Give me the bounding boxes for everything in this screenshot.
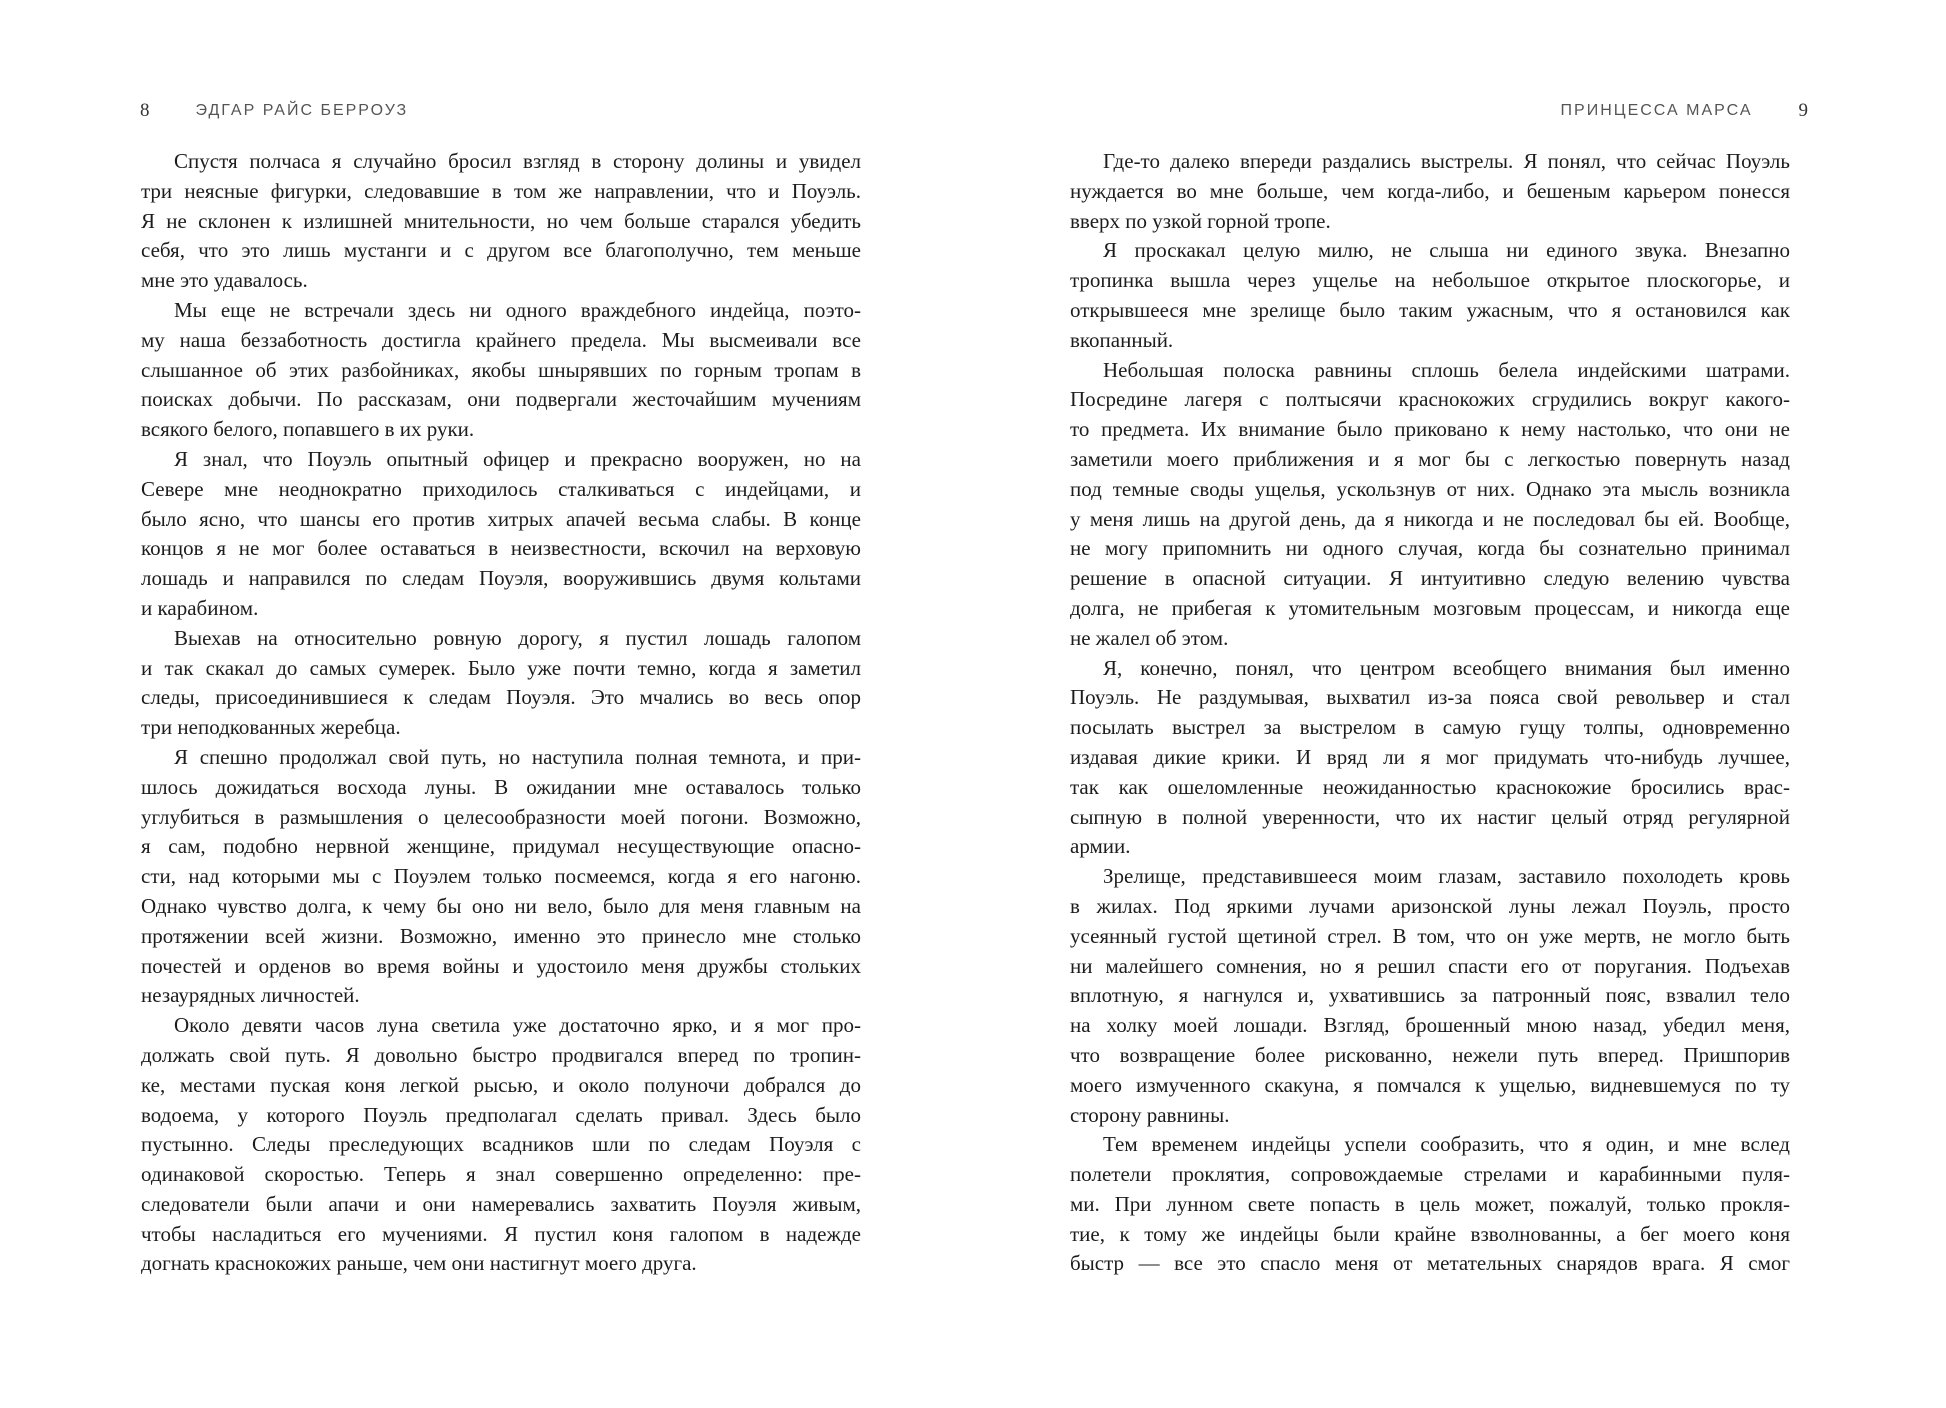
text-line: на холку моей лошади. Взгляд, брошенный мною назад, убедил меня, <box>1070 1013 1790 1038</box>
right-running-title: ПРИНЦЕССА МАРСА <box>1560 102 1753 119</box>
text-line: посылать выстрел за выстрелом в самую гущу толпы, одновременно <box>1070 715 1790 740</box>
text-line: слышанное об этих разбойниках, якобы шнырявших по горным тропам в <box>141 357 861 382</box>
text-line: ми. При лунном свете попасть в цель может, пожалуй, только прокля- <box>1070 1191 1790 1216</box>
text-line: концов я не мог более оставаться в неизвестности, вскочил на верховую <box>141 536 861 561</box>
text-line: Небольшая полоска равнины сплошь белела индейскими шатрами. <box>1103 357 1790 382</box>
text-line: открывшееся мне зрелище было таким ужасным, что я остановился как <box>1070 297 1790 322</box>
text-line: поисках добычи. По рассказам, они подвергали жесточайшим мучениям <box>141 387 861 412</box>
text-line: армии. <box>1070 834 1131 859</box>
text-line: Поуэль. Не раздумывая, выхватил из-за пояса свой револьвер и стал <box>1070 685 1790 710</box>
text-line: одинаковой скоростью. Теперь я знал совершенно определенно: пре- <box>141 1162 861 1187</box>
text-line: незаурядных личностей. <box>141 983 360 1008</box>
text-line: долга, не прибегая к утомительным мозговым процессам, и никогда еще <box>1070 595 1790 620</box>
paragraph <box>1070 356 1790 654</box>
paragraph <box>1070 236 1790 355</box>
text-line: три неясные фигурки, следовавшие в том же направлении, что и Поуэль. <box>141 178 861 203</box>
text-line: Выехав на относительно ровную дорогу, я пустил лошадь галопом <box>174 625 861 650</box>
text-line: ни малейшего сомнения, но я решил спасти его от поругания. Подъехав <box>1070 953 1790 978</box>
text-line: тие, к тому же индейцы были крайне взволнованны, а бег моего коня <box>1070 1221 1790 1246</box>
paragraph <box>1070 1130 1790 1279</box>
text-line: тропинка вышла через ущелье на небольшое открытое плоскогорье, и <box>1070 268 1790 293</box>
text-line: Зрелище, представившееся моим глазам, заставило похолодеть кровь <box>1103 864 1790 889</box>
text-line: три неподкованных жеребца. <box>141 715 401 740</box>
text-line: Я знал, что Поуэль опытный офицер и прекрасно вооружен, но на <box>174 446 861 471</box>
text-line: издавая дикие крики. И вряд ли я мог придумать что-нибудь лучшее, <box>1070 744 1790 769</box>
paragraph <box>141 743 861 1011</box>
text-line: почестей и орденов во время войны и удостоило меня дружбы стольких <box>141 953 861 978</box>
paragraph <box>1070 147 1790 236</box>
text-line: должать свой путь. Я довольно быстро продвигался вперед по тропин- <box>141 1042 861 1067</box>
text-line: Я проскакал целую милю, не слыша ни единого звука. Внезапно <box>1103 238 1790 263</box>
text-line: решение в опасной ситуации. Я интуитивно следую велению чувства <box>1070 566 1790 591</box>
text-line: Мы еще не встречали здесь ни одного враждебного индейца, поэто- <box>174 297 861 322</box>
text-line: Я не склонен к излишней мнительности, но чем больше старался убедить <box>141 208 861 233</box>
paragraph <box>1070 862 1790 1130</box>
text-line: так как ошеломленные неожиданностью краснокожие бросились врас- <box>1070 774 1790 799</box>
text-line: под темные своды ущелья, ускользнув от них. Однако эта мысль возникла <box>1070 476 1790 501</box>
text-line: моего измученного скакуна, я помчался к ущелью, видневшемуся по ту <box>1070 1072 1790 1097</box>
text-line: Я спешно продолжал свой путь, но наступила полная темнота, и при- <box>174 744 861 769</box>
text-line: Где-то далеко впереди раздались выстрелы. Я понял, что сейчас Поуэль <box>1103 149 1790 173</box>
text-line: Около девяти часов луна светила уже достаточно ярко, и я мог про- <box>174 1013 861 1038</box>
text-line: ке, местами пуская коня легкой рысью, и около полуночи добрался до <box>141 1072 861 1097</box>
text-line: следователи были апачи и они намеревались захватить Поуэля живым, <box>141 1191 861 1216</box>
text-line: было ясно, что шансы его против хитрых апачей весьма слабы. В конце <box>141 506 861 531</box>
paragraph <box>141 147 861 296</box>
paragraph <box>1070 654 1790 863</box>
right-page <box>973 0 1946 1408</box>
text-line: сторону равнины. <box>1070 1102 1230 1127</box>
right-running-header <box>1070 97 1808 125</box>
text-line: протяжении всей жизни. Возможно, именно это принесло мне столько <box>141 923 861 948</box>
text-line: му наша беззаботность достигла крайнего предела. Мы высмеивали все <box>141 327 861 352</box>
paragraph <box>141 1011 861 1279</box>
text-line: пустынно. Следы преследующих всадников шли по следам Поуэля с <box>141 1132 861 1157</box>
text-line: сыпную в полной уверенности, что их настиг целый отряд регулярной <box>1070 804 1790 829</box>
text-line: Севере мне неоднократно приходилось сталкиваться с индейцами, и <box>141 476 861 501</box>
text-line: вкопанный. <box>1070 327 1174 352</box>
text-line: Однако чувство долга, к чему бы оно ни вело, было для меня главным на <box>141 893 861 918</box>
text-line: заметили моего приближения и я мог бы с легкостью повернуть назад <box>1070 446 1790 471</box>
text-line: углубиться в размышления о целесообразности моей погони. Возможно, <box>141 804 861 829</box>
text-line: Спустя полчаса я случайно бросил взгляд в сторону долины и увидел <box>174 149 861 173</box>
text-line: шлось дожидаться восхода луны. В ожидании мне оставалось только <box>141 774 861 799</box>
text-line: Тем временем индейцы успели сообразить, что я один, и мне вслед <box>1103 1132 1790 1157</box>
paragraph <box>141 296 861 445</box>
text-line: Я, конечно, понял, что центром всеобщего внимания был именно <box>1103 655 1790 680</box>
text-line: себя, что это лишь мустанги и с другом все благополучно, тем меньше <box>141 238 861 263</box>
text-line: я сам, подобно нервной женщине, придумал несуществующие опасно- <box>141 834 861 859</box>
left-running-title: ЭДГАР РАЙС БЕРРОУЗ <box>195 102 409 119</box>
text-line: то предмета. Их внимание было приковано к нему настолько, что они не <box>1070 417 1790 442</box>
text-line: что возвращение более рискованно, нежели путь вперед. Пришпорив <box>1070 1042 1790 1067</box>
text-line: усеянный густой щетиной стрел. В том, что он уже мертв, не могло быть <box>1070 923 1790 948</box>
text-line: не могу припомнить ни одного случая, когда бы сознательно принимал <box>1070 536 1790 561</box>
text-line: Посредине лагеря с полтысячи краснокожих сгрудились вокруг какого- <box>1070 387 1790 412</box>
left-page-number: 8 <box>140 100 150 121</box>
text-line: вверх по узкой горной тропе. <box>1070 208 1331 233</box>
text-line: в жилах. Под яркими лучами аризонской луны лежал Поуэль, просто <box>1070 893 1790 918</box>
text-line: догнать краснокожих раньше, чем они настигнут моего друга. <box>141 1251 697 1276</box>
text-line: быстр — все это спасло меня от метательных снарядов врага. Я смог <box>1070 1251 1790 1276</box>
text-line: у меня лишь на другой день, да я никогда и не последовал бы ей. Вообще, <box>1070 506 1790 531</box>
left-running-header <box>140 97 860 125</box>
text-line: и так скакал до самых сумерек. Было уже почти темно, когда я заметил <box>141 655 861 680</box>
text-line: чтобы насладиться его мучениями. Я пустил коня галопом в надежде <box>141 1221 861 1246</box>
text-line: водоема, у которого Поуэль предполагал сделать привал. Здесь было <box>141 1102 861 1127</box>
text-line: сти, над которыми мы с Поуэлем только посмеемся, когда я его нагоню. <box>141 864 861 889</box>
right-page-number: 9 <box>1798 100 1808 121</box>
text-line: следы, присоединившиеся к следам Поуэля. Это мчались во весь опор <box>141 685 861 710</box>
text-line: мне это удавалось. <box>141 268 308 293</box>
left-body-text <box>141 147 861 1279</box>
text-line: вплотную, я нагнулся и, ухватившись за патронный пояс, взвалил тело <box>1070 983 1790 1008</box>
text-line: всякого белого, попавшего в их руки. <box>141 417 475 442</box>
text-line: и карабином. <box>141 595 259 620</box>
text-line: нуждается во мне больше, чем когда-либо, и бешеным карьером понесся <box>1070 178 1790 203</box>
text-line: не жалел об этом. <box>1070 625 1229 650</box>
paragraph <box>141 445 861 624</box>
paragraph <box>141 624 861 743</box>
text-line: лошадь и направился по следам Поуэля, вооружившись двумя кольтами <box>141 566 861 591</box>
right-body-text <box>1070 147 1790 1279</box>
text-line: полетели проклятия, сопровождаемые стрелами и карабинными пуля- <box>1070 1162 1790 1187</box>
